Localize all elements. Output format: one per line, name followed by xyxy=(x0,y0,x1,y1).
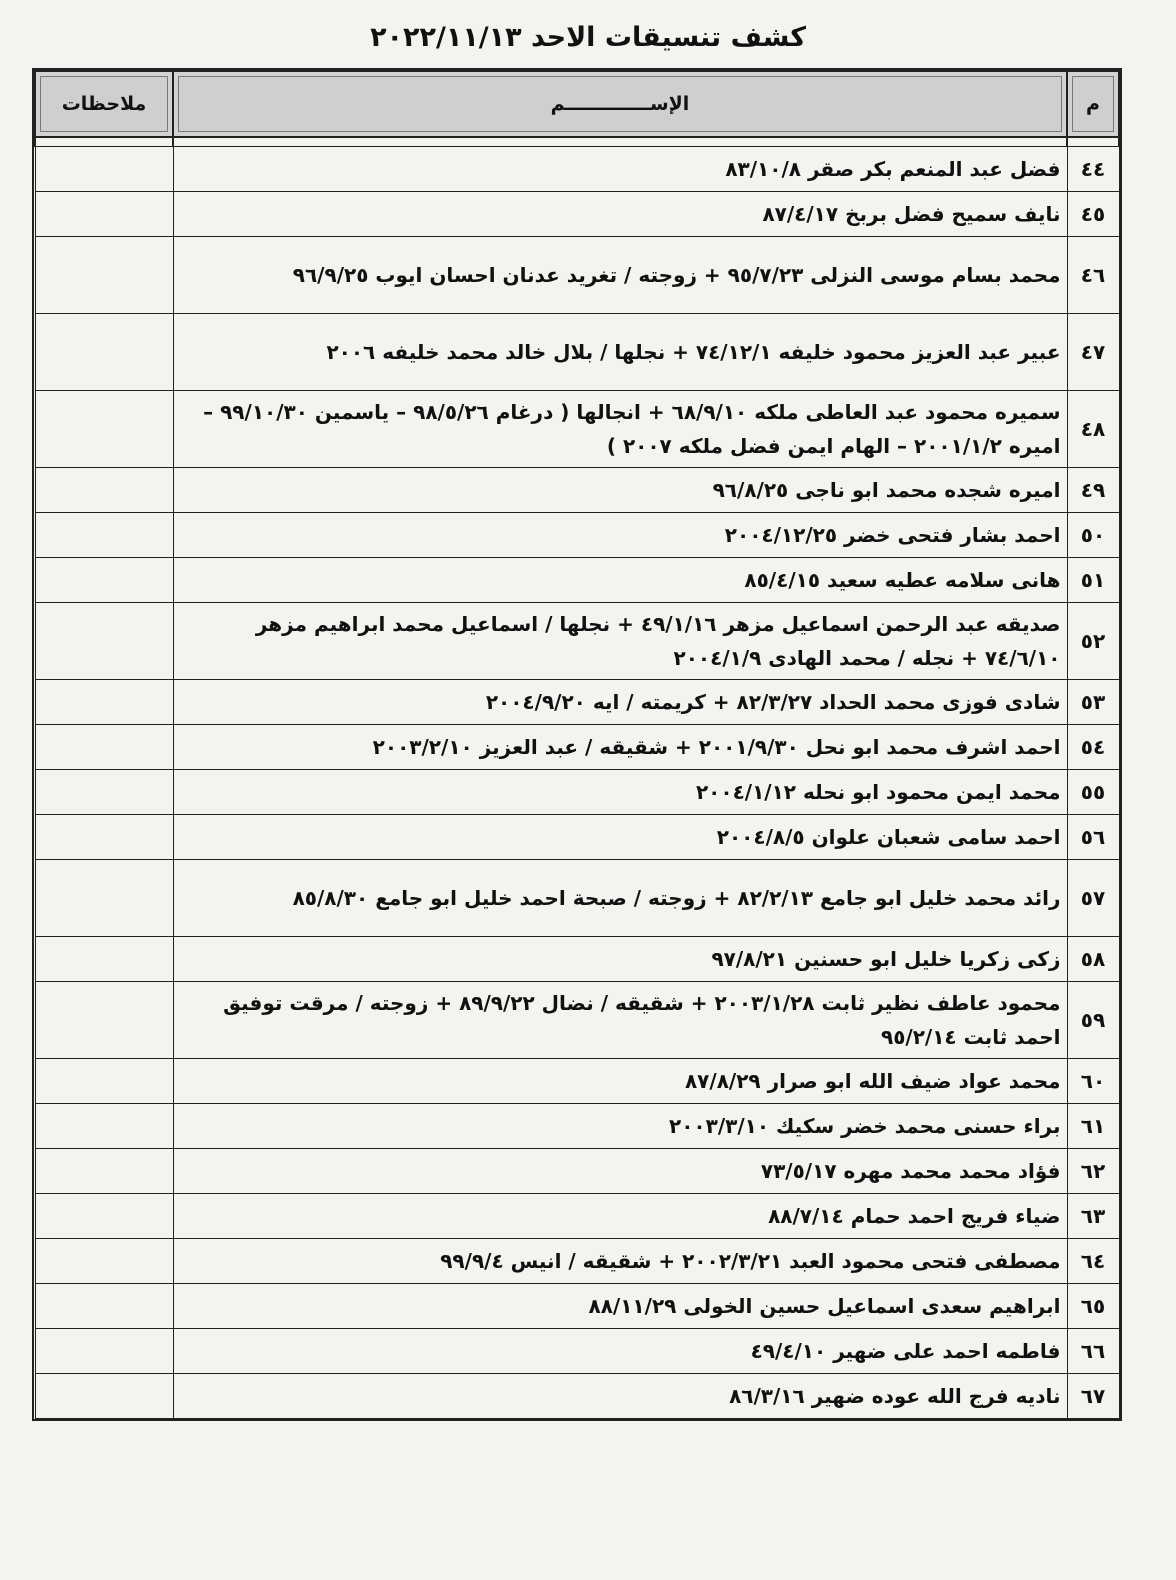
row-number: ٤٨ xyxy=(1067,391,1119,468)
row-number: ٦٦ xyxy=(1067,1329,1119,1374)
row-notes xyxy=(35,314,173,391)
row-name: فضل عبد المنعم بكر صقر ٨٣/١٠/٨ xyxy=(173,147,1067,192)
row-notes xyxy=(35,603,173,680)
table-row xyxy=(35,1059,1119,1104)
table-row xyxy=(35,391,1119,468)
table-row xyxy=(35,513,1119,558)
row-notes xyxy=(35,391,173,468)
row-number: ٦٠ xyxy=(1067,1059,1119,1104)
row-name: فاطمه احمد على ضهير ٤٩/٤/١٠ xyxy=(173,1329,1067,1374)
row-notes xyxy=(35,1239,173,1284)
table-row xyxy=(35,982,1119,1059)
roster-table xyxy=(34,70,1120,1419)
table-row xyxy=(35,680,1119,725)
row-notes xyxy=(35,192,173,237)
row-number: ٤٦ xyxy=(1067,237,1119,314)
table-row xyxy=(35,1374,1119,1419)
header-number: م xyxy=(1067,71,1119,137)
row-number: ٦٤ xyxy=(1067,1239,1119,1284)
row-name: عبير عبد العزيز محمود خليفه ٧٤/١٢/١ + نجلها / بلال خالد محمد خليفه ٢٠٠٦ xyxy=(173,314,1067,391)
row-name: محمد عواد ضيف الله ابو صرار ٨٧/٨/٢٩ xyxy=(173,1059,1067,1104)
row-name: ضياء فريج احمد حمام ٨٨/٧/١٤ xyxy=(173,1194,1067,1239)
header-notes: ملاحظات xyxy=(35,71,173,137)
row-number: ٥٠ xyxy=(1067,513,1119,558)
row-name: هانى سلامه عطيه سعيد ٨٥/٤/١٥ xyxy=(173,558,1067,603)
row-number: ٥٨ xyxy=(1067,937,1119,982)
row-name: رائد محمد خليل ابو جامع ٨٢/٢/١٣ + زوجته / صبحة احمد خليل ابو جامع ٨٥/٨/٣٠ xyxy=(173,860,1067,937)
table-row xyxy=(35,815,1119,860)
roster-sheet xyxy=(32,68,1122,1421)
row-name: اميره شجده محمد ابو ناجى ٩٦/٨/٢٥ xyxy=(173,468,1067,513)
table-row xyxy=(35,1104,1119,1149)
row-notes xyxy=(35,937,173,982)
row-name: احمد بشار فتحى خضر ٢٠٠٤/١٢/٢٥ xyxy=(173,513,1067,558)
table-row xyxy=(35,558,1119,603)
table-row xyxy=(35,314,1119,391)
row-number: ٤٩ xyxy=(1067,468,1119,513)
row-notes xyxy=(35,1374,173,1419)
row-number: ٦٧ xyxy=(1067,1374,1119,1419)
row-number: ٥٩ xyxy=(1067,982,1119,1059)
table-row xyxy=(35,770,1119,815)
row-number: ٤٥ xyxy=(1067,192,1119,237)
row-notes xyxy=(35,1284,173,1329)
table-row xyxy=(35,468,1119,513)
row-notes xyxy=(35,815,173,860)
row-notes xyxy=(35,237,173,314)
table-row xyxy=(35,192,1119,237)
row-number: ٥٧ xyxy=(1067,860,1119,937)
row-name: مصطفى فتحى محمود العبد ٢٠٠٢/٣/٢١ + شقيقه / انيس ٩٩/٩/٤ xyxy=(173,1239,1067,1284)
row-number: ٦١ xyxy=(1067,1104,1119,1149)
row-number: ٥٤ xyxy=(1067,725,1119,770)
row-number: ٥٢ xyxy=(1067,603,1119,680)
row-notes xyxy=(35,1329,173,1374)
header-gap xyxy=(35,137,1119,147)
table-row xyxy=(35,937,1119,982)
row-number: ٦٥ xyxy=(1067,1284,1119,1329)
row-number: ٦٣ xyxy=(1067,1194,1119,1239)
table-row xyxy=(35,860,1119,937)
row-name: براء حسنى محمد خضر سكيك ٢٠٠٣/٣/١٠ xyxy=(173,1104,1067,1149)
row-name: فؤاد محمد محمد مهره ٧٣/٥/١٧ xyxy=(173,1149,1067,1194)
header-row xyxy=(35,71,1119,137)
row-name: نايف سميح فضل بربخ ٨٧/٤/١٧ xyxy=(173,192,1067,237)
row-notes xyxy=(35,1059,173,1104)
row-name: زكى زكريا خليل ابو حسنين ٩٧/٨/٢١ xyxy=(173,937,1067,982)
row-notes xyxy=(35,725,173,770)
row-number: ٤٧ xyxy=(1067,314,1119,391)
row-name: احمد سامى شعبان علوان ٢٠٠٤/٨/٥ xyxy=(173,815,1067,860)
row-notes xyxy=(35,558,173,603)
row-notes xyxy=(35,1104,173,1149)
row-number: ٥٣ xyxy=(1067,680,1119,725)
roster-body xyxy=(35,137,1119,1419)
row-number: ٥٥ xyxy=(1067,770,1119,815)
table-row xyxy=(35,725,1119,770)
row-notes xyxy=(35,147,173,192)
table-row xyxy=(35,1284,1119,1329)
table-row xyxy=(35,237,1119,314)
row-notes xyxy=(35,860,173,937)
row-notes xyxy=(35,513,173,558)
row-notes xyxy=(35,1149,173,1194)
row-name: سميره محمود عبد العاطى ملكه ٦٨/٩/١٠ + انجالها ( درغام ٩٨/٥/٢٦ – ياسمين ٩٩/١٠/٣٠ – اميره ٢٠٠١/١/٢ – الهام ايمن فضل ملكه ٢٠٠٧ ) xyxy=(173,391,1067,468)
row-notes xyxy=(35,1194,173,1239)
row-notes xyxy=(35,770,173,815)
table-row xyxy=(35,603,1119,680)
row-name: شادى فوزى محمد الحداد ٨٢/٣/٢٧ + كريمته / ايه ٢٠٠٤/٩/٢٠ xyxy=(173,680,1067,725)
row-name: محمود عاطف نظير ثابت ٢٠٠٣/١/٢٨ + شقيقه / نضال ٨٩/٩/٢٢ + زوجته / مرقت توفيق احمد ثابت ٩٥/٢/١٤ xyxy=(173,982,1067,1059)
row-name: احمد اشرف محمد ابو نحل ٢٠٠١/٩/٣٠ + شقيقه / عبد العزيز ٢٠٠٣/٢/١٠ xyxy=(173,725,1067,770)
header-name: الإســـــــــــــم xyxy=(173,71,1067,137)
row-number: ٦٢ xyxy=(1067,1149,1119,1194)
row-notes xyxy=(35,468,173,513)
table-row xyxy=(35,1194,1119,1239)
row-name: ابراهيم سعدى اسماعيل حسين الخولى ٨٨/١١/٢٩ xyxy=(173,1284,1067,1329)
page-title: كشف تنسيقات الاحد ٢٠٢٢/١١/١٣ xyxy=(370,22,806,53)
row-number: ٤٤ xyxy=(1067,147,1119,192)
row-notes xyxy=(35,982,173,1059)
row-number: ٥٦ xyxy=(1067,815,1119,860)
table-row xyxy=(35,1329,1119,1374)
row-name: محمد بسام موسى النزلى ٩٥/٧/٢٣ + زوجته / تغريد عدنان احسان ايوب ٩٦/٩/٢٥ xyxy=(173,237,1067,314)
row-name: ناديه فرج الله عوده ضهير ٨٦/٣/١٦ xyxy=(173,1374,1067,1419)
table-row xyxy=(35,1149,1119,1194)
table-row xyxy=(35,147,1119,192)
row-name: محمد ايمن محمود ابو نحله ٢٠٠٤/١/١٢ xyxy=(173,770,1067,815)
row-notes xyxy=(35,680,173,725)
row-number: ٥١ xyxy=(1067,558,1119,603)
table-row xyxy=(35,1239,1119,1284)
row-name: صديقه عبد الرحمن اسماعيل مزهر ٤٩/١/١٦ + نجلها / اسماعيل محمد ابراهيم مزهر ٧٤/٦/١٠ + نجله / محمد الهادى ٢٠٠٤/١/٩ xyxy=(173,603,1067,680)
